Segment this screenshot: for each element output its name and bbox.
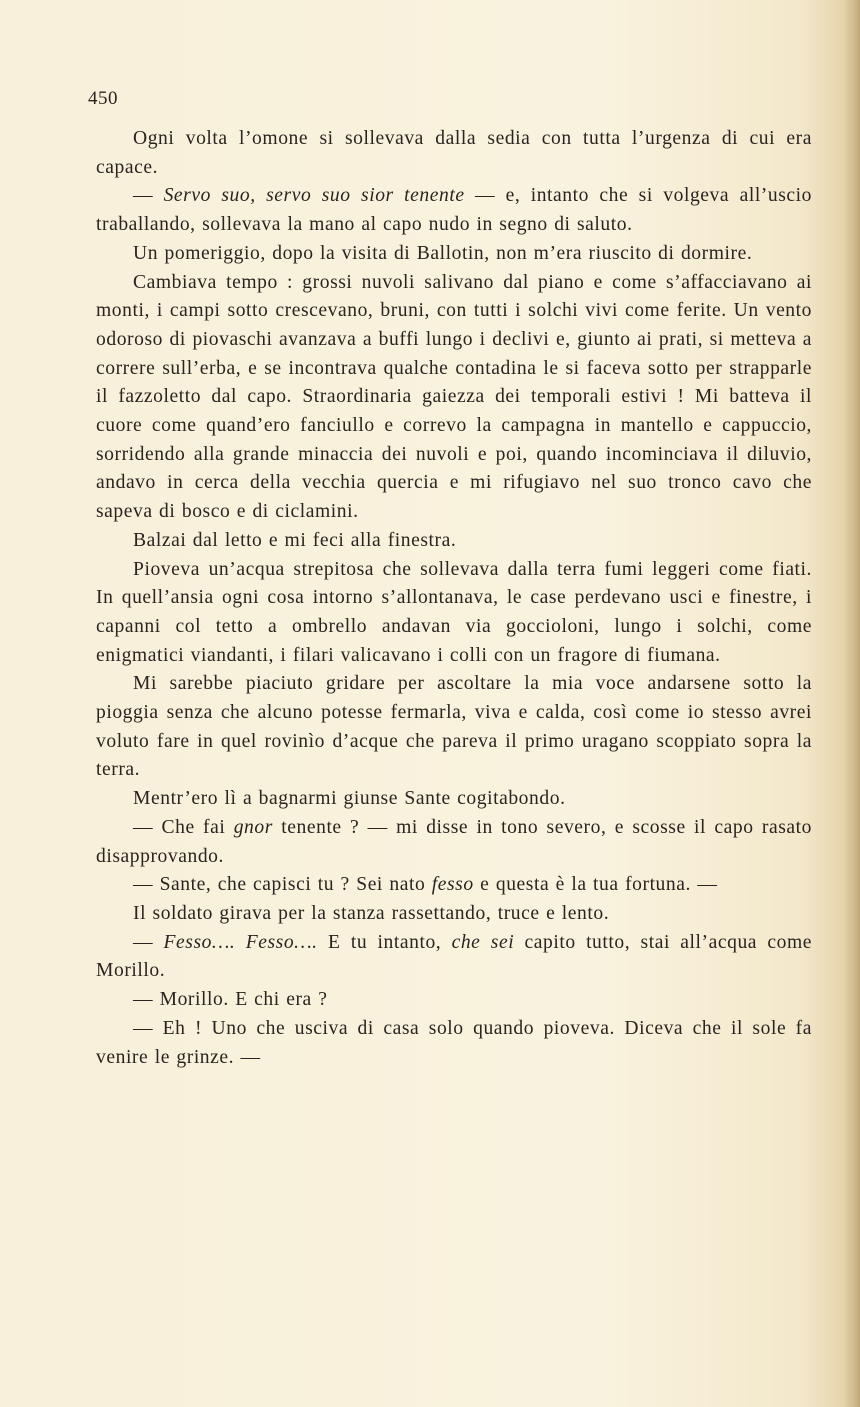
paragraph — [96, 670, 812, 785]
text-run: Mentr’ero lì a bagnarmi giunse Sante cogitabondo. — [133, 788, 566, 810]
text-run: capito tutto, stai all’acqua come Morillo. — [96, 931, 813, 982]
paragraph — [96, 900, 812, 929]
text-run: Mi sarebbe piaciuto gridare per ascoltare la mia voce andarsene sotto la pioggia senza che alcuno potesse fermarla, viva e calda, così come io stesso avrei voluto fare in quel rovinìo d’acque che pareva il primo uragano scoppiato sopra la terra. — [96, 673, 812, 781]
text-run: — — [133, 185, 164, 207]
text-run: E tu intanto, — [317, 931, 452, 953]
paragraph — [96, 556, 812, 671]
italic-text-run: Servo suo, servo suo sior tenente — [163, 185, 465, 207]
paragraph — [96, 182, 812, 239]
text-run: — e, intanto che si volgeva all’uscio traballando, sollevava la mano al capo nudo in segno di saluto. — [96, 185, 812, 236]
text-run: Un pomeriggio, dopo la visita di Ballotin, non m’era riuscito di dormire. — [133, 242, 753, 264]
page-number: 450 — [88, 88, 118, 109]
body-text — [96, 125, 812, 1072]
paragraph — [96, 986, 812, 1015]
text-run: Balzai dal letto e mi feci alla finestra. — [133, 529, 457, 551]
text-run: — — [133, 931, 164, 953]
italic-text-run: Fesso…. Fesso…. — [163, 931, 318, 953]
italic-text-run: gnor — [233, 816, 273, 838]
text-run: Il soldato girava per la stanza rassettando, truce e lento. — [133, 902, 610, 924]
text-run: — Che fai — [133, 816, 234, 838]
paragraph — [96, 785, 812, 814]
paragraph — [96, 929, 812, 986]
paragraph — [96, 871, 812, 900]
text-run: — Eh ! Uno che usciva di casa solo quando pioveva. Diceva che il sole fa venire le grinze. — — [96, 1017, 812, 1068]
text-run: — Sante, che capisci tu ? Sei nato — [133, 874, 432, 896]
paragraph — [96, 125, 812, 182]
paragraph — [96, 1015, 812, 1072]
paragraph — [96, 814, 812, 871]
text-run: Ogni volta l’omone si sollevava dalla sedia con tutta l’urgenza di cui era capace. — [96, 128, 812, 178]
italic-text-run: che sei — [451, 931, 515, 953]
paragraph — [96, 240, 812, 269]
text-run: Cambiava tempo : grossi nuvoli salivano dal piano e come s’affacciavano ai monti, i campi sotto crescevano, bruni, con tutti i solchi vivi come ferite. Un vento odoroso di piovaschi avanzava a buffi lungo i declivi e, giunto ai prati, si metteva a correre sull’erba, e se incontrava qualche contadina le si faceva sotto per strapparle il fazzoletto dal capo. Straordinaria gaiezza dei temporali estivi ! Mi batteva il cuore come quand’ero fanciullo e correvo la campagna in mantello e cappuccio, sorridendo alla grande minaccia dei nuvoli e poi, quando incominciava il diluvio, andavo in cerca della vecchia quercia e mi rifugiavo nel suo tronco cavo che sapeva di bosco e di ciclamini. — [96, 271, 812, 523]
paragraph — [96, 269, 812, 527]
text-run: — Morillo. E chi era ? — [133, 989, 328, 1011]
text-run: e questa è la tua fortuna. — — [473, 874, 718, 896]
paragraph — [96, 527, 812, 556]
text-run: Pioveva un’acqua strepitosa che sollevava dalla terra fumi leggeri come fiati. In quell’ansia ogni cosa intorno s’allontanava, le case perdevano usci e finestre, i capanni col tetto a ombrello andavan via goccioloni, lungo i solchi, come enigmatici viandanti, i filari valicavano i colli con un fragore di fiumana. — [96, 558, 812, 666]
text-run: tenente ? — mi disse in tono severo, e scosse il capo rasato disapprovando. — [96, 816, 812, 867]
page-edge-shadow — [844, 0, 860, 1407]
italic-text-run: fesso — [431, 874, 474, 896]
